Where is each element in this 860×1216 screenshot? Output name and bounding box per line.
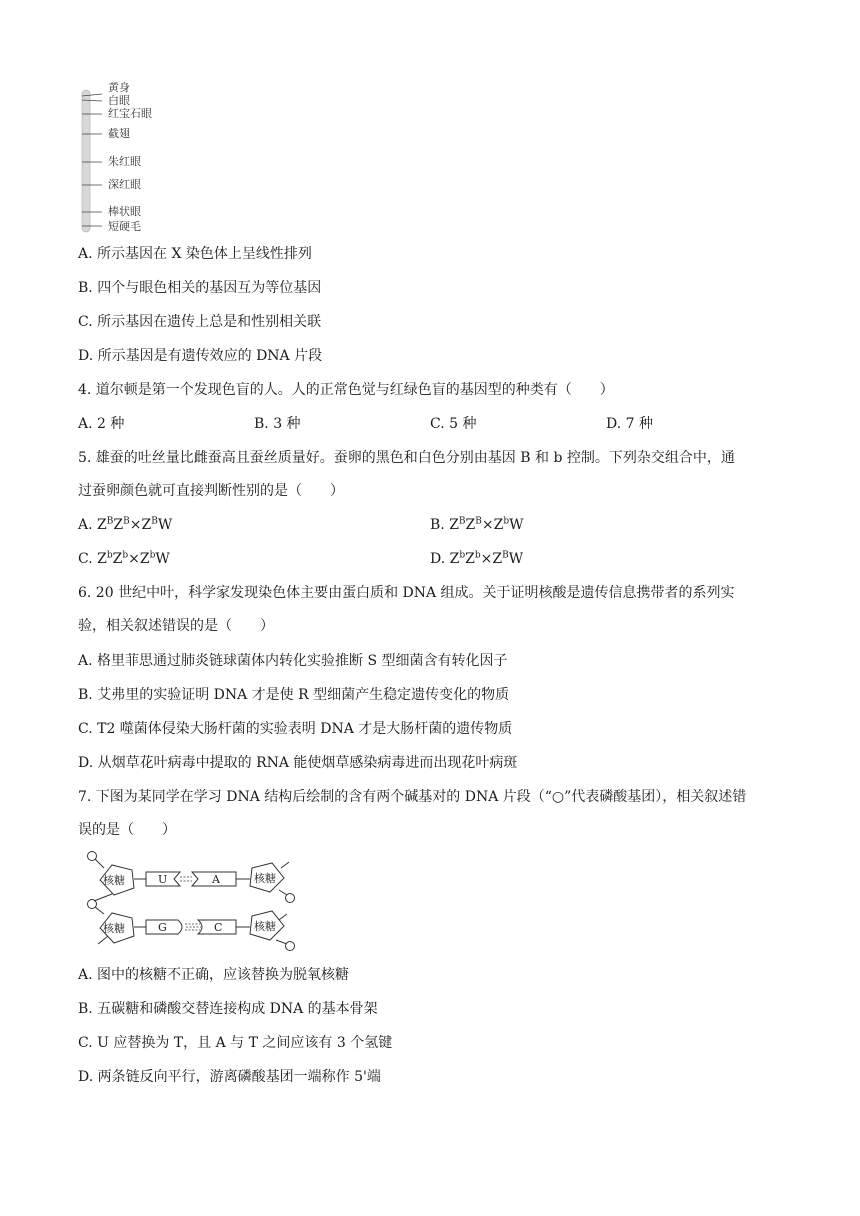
gene-label: 红宝石眼 xyxy=(108,107,152,120)
dna-fragment-figure xyxy=(86,848,300,954)
gene-label: 短硬毛 xyxy=(108,220,141,233)
q7-option-b: B. 五碳糖和磷酸交替连接构成 DNA 的基本骨架 xyxy=(78,1001,378,1017)
sugar-label: 核糖 xyxy=(103,922,125,935)
q3-option-a: A. 所示基因在 X 染色体上呈线性排列 xyxy=(78,246,312,262)
q4-stem: 4. 道尔顿是第一个发现色盲的人。人的正常色觉与红绿色盲的基因型的种类有（ ） xyxy=(78,382,614,398)
q5-option-b: B. $Z^BZ^B\times Z^bW$ xyxy=(430,516,524,533)
sugar-label: 核糖 xyxy=(254,920,276,933)
sugar-label: 核糖 xyxy=(254,872,276,885)
q6-stem-line1: 6. 20 世纪中叶，科学家发现染色体主要由蛋白质和 DNA 组成。关于证明核酸是遗传信息携带者的系列实 xyxy=(78,585,735,601)
q7-stem-line1: 7. 下图为某同学在学习 DNA 结构后绘制的含有两个碱基对的 DNA 片段（“○”代表磷酸基团），相关叙述错 xyxy=(78,789,747,805)
chromosome-figure xyxy=(80,81,160,236)
q4-option-a: A. 2 种 xyxy=(78,416,125,432)
gene-label: 黄身 xyxy=(108,81,130,94)
gene-label: 截翅 xyxy=(108,127,130,140)
gene-label: 深红眼 xyxy=(108,178,141,191)
q5-stem-line1: 5. 雄蚕的吐丝量比雌蚕高且蚕丝质量好。蚕卵的黑色和白色分别由基因 B 和 b 控制。下列杂交组合中，通 xyxy=(78,450,735,466)
q5-stem-line2: 过蚕卵颜色就可直接判断性别的是（ ） xyxy=(78,483,344,499)
phosphate-icon xyxy=(286,942,295,951)
q3-option-c: C. 所示基因在遗传上总是和性别相关联 xyxy=(78,314,322,330)
q5-option-d: D. $Z^bZ^b\times Z^BW$ xyxy=(430,550,524,567)
q7-stem-line2: 误的是（ ） xyxy=(78,822,176,838)
q5-option-a: A. $Z^BZ^B\times Z^BW$ xyxy=(78,516,173,533)
base-u-label: U xyxy=(158,873,168,886)
base-c-label: C xyxy=(214,921,223,934)
q4-option-c: C. 5 种 xyxy=(430,416,477,432)
q6-option-c: C. T2 噬菌体侵染大肠杆菌的实验表明 DNA 才是大肠杆菌的遗传物质 xyxy=(78,721,513,737)
gene-label: 白眼 xyxy=(108,94,130,107)
q4-option-b: B. 3 种 xyxy=(254,416,301,432)
q7-option-c: C. U 应替换为 T，且 A 与 T 之间应该有 3 个氢键 xyxy=(78,1035,393,1051)
base-g-label: G xyxy=(158,921,167,934)
q6-option-a: A. 格里菲思通过肺炎链球菌体内转化实验推断 S 型细菌含有转化因子 xyxy=(78,653,508,669)
q3-option-d: D. 所示基因是有遗传效应的 DNA 片段 xyxy=(78,348,323,364)
sugar-label: 核糖 xyxy=(103,874,125,887)
gene-label: 棒状眼 xyxy=(108,205,141,218)
gene-label: 朱红眼 xyxy=(108,155,141,168)
q4-option-d: D. 7 种 xyxy=(606,416,653,432)
q5-option-c: C. $Z^bZ^b\times Z^bW$ xyxy=(78,550,170,567)
base-a-label: A xyxy=(212,873,220,886)
q7-option-d: D. 两条链反向平行，游离磷酸基团一端称作 5'端 xyxy=(78,1069,381,1085)
q6-stem-line2: 验，相关叙述错误的是（ ） xyxy=(78,618,274,634)
q6-option-b: B. 艾弗里的实验证明 DNA 才是使 R 型细菌产生稳定遗传变化的物质 xyxy=(78,687,510,703)
q7-option-a: A. 图中的核糖不正确，应该替换为脱氧核糖 xyxy=(78,967,350,983)
q3-option-b: B. 四个与眼色相关的基因互为等位基因 xyxy=(78,280,322,296)
q6-option-d: D. 从烟草花叶病毒中提取的 RNA 能使烟草感染病毒进而出现花叶病斑 xyxy=(78,755,518,771)
